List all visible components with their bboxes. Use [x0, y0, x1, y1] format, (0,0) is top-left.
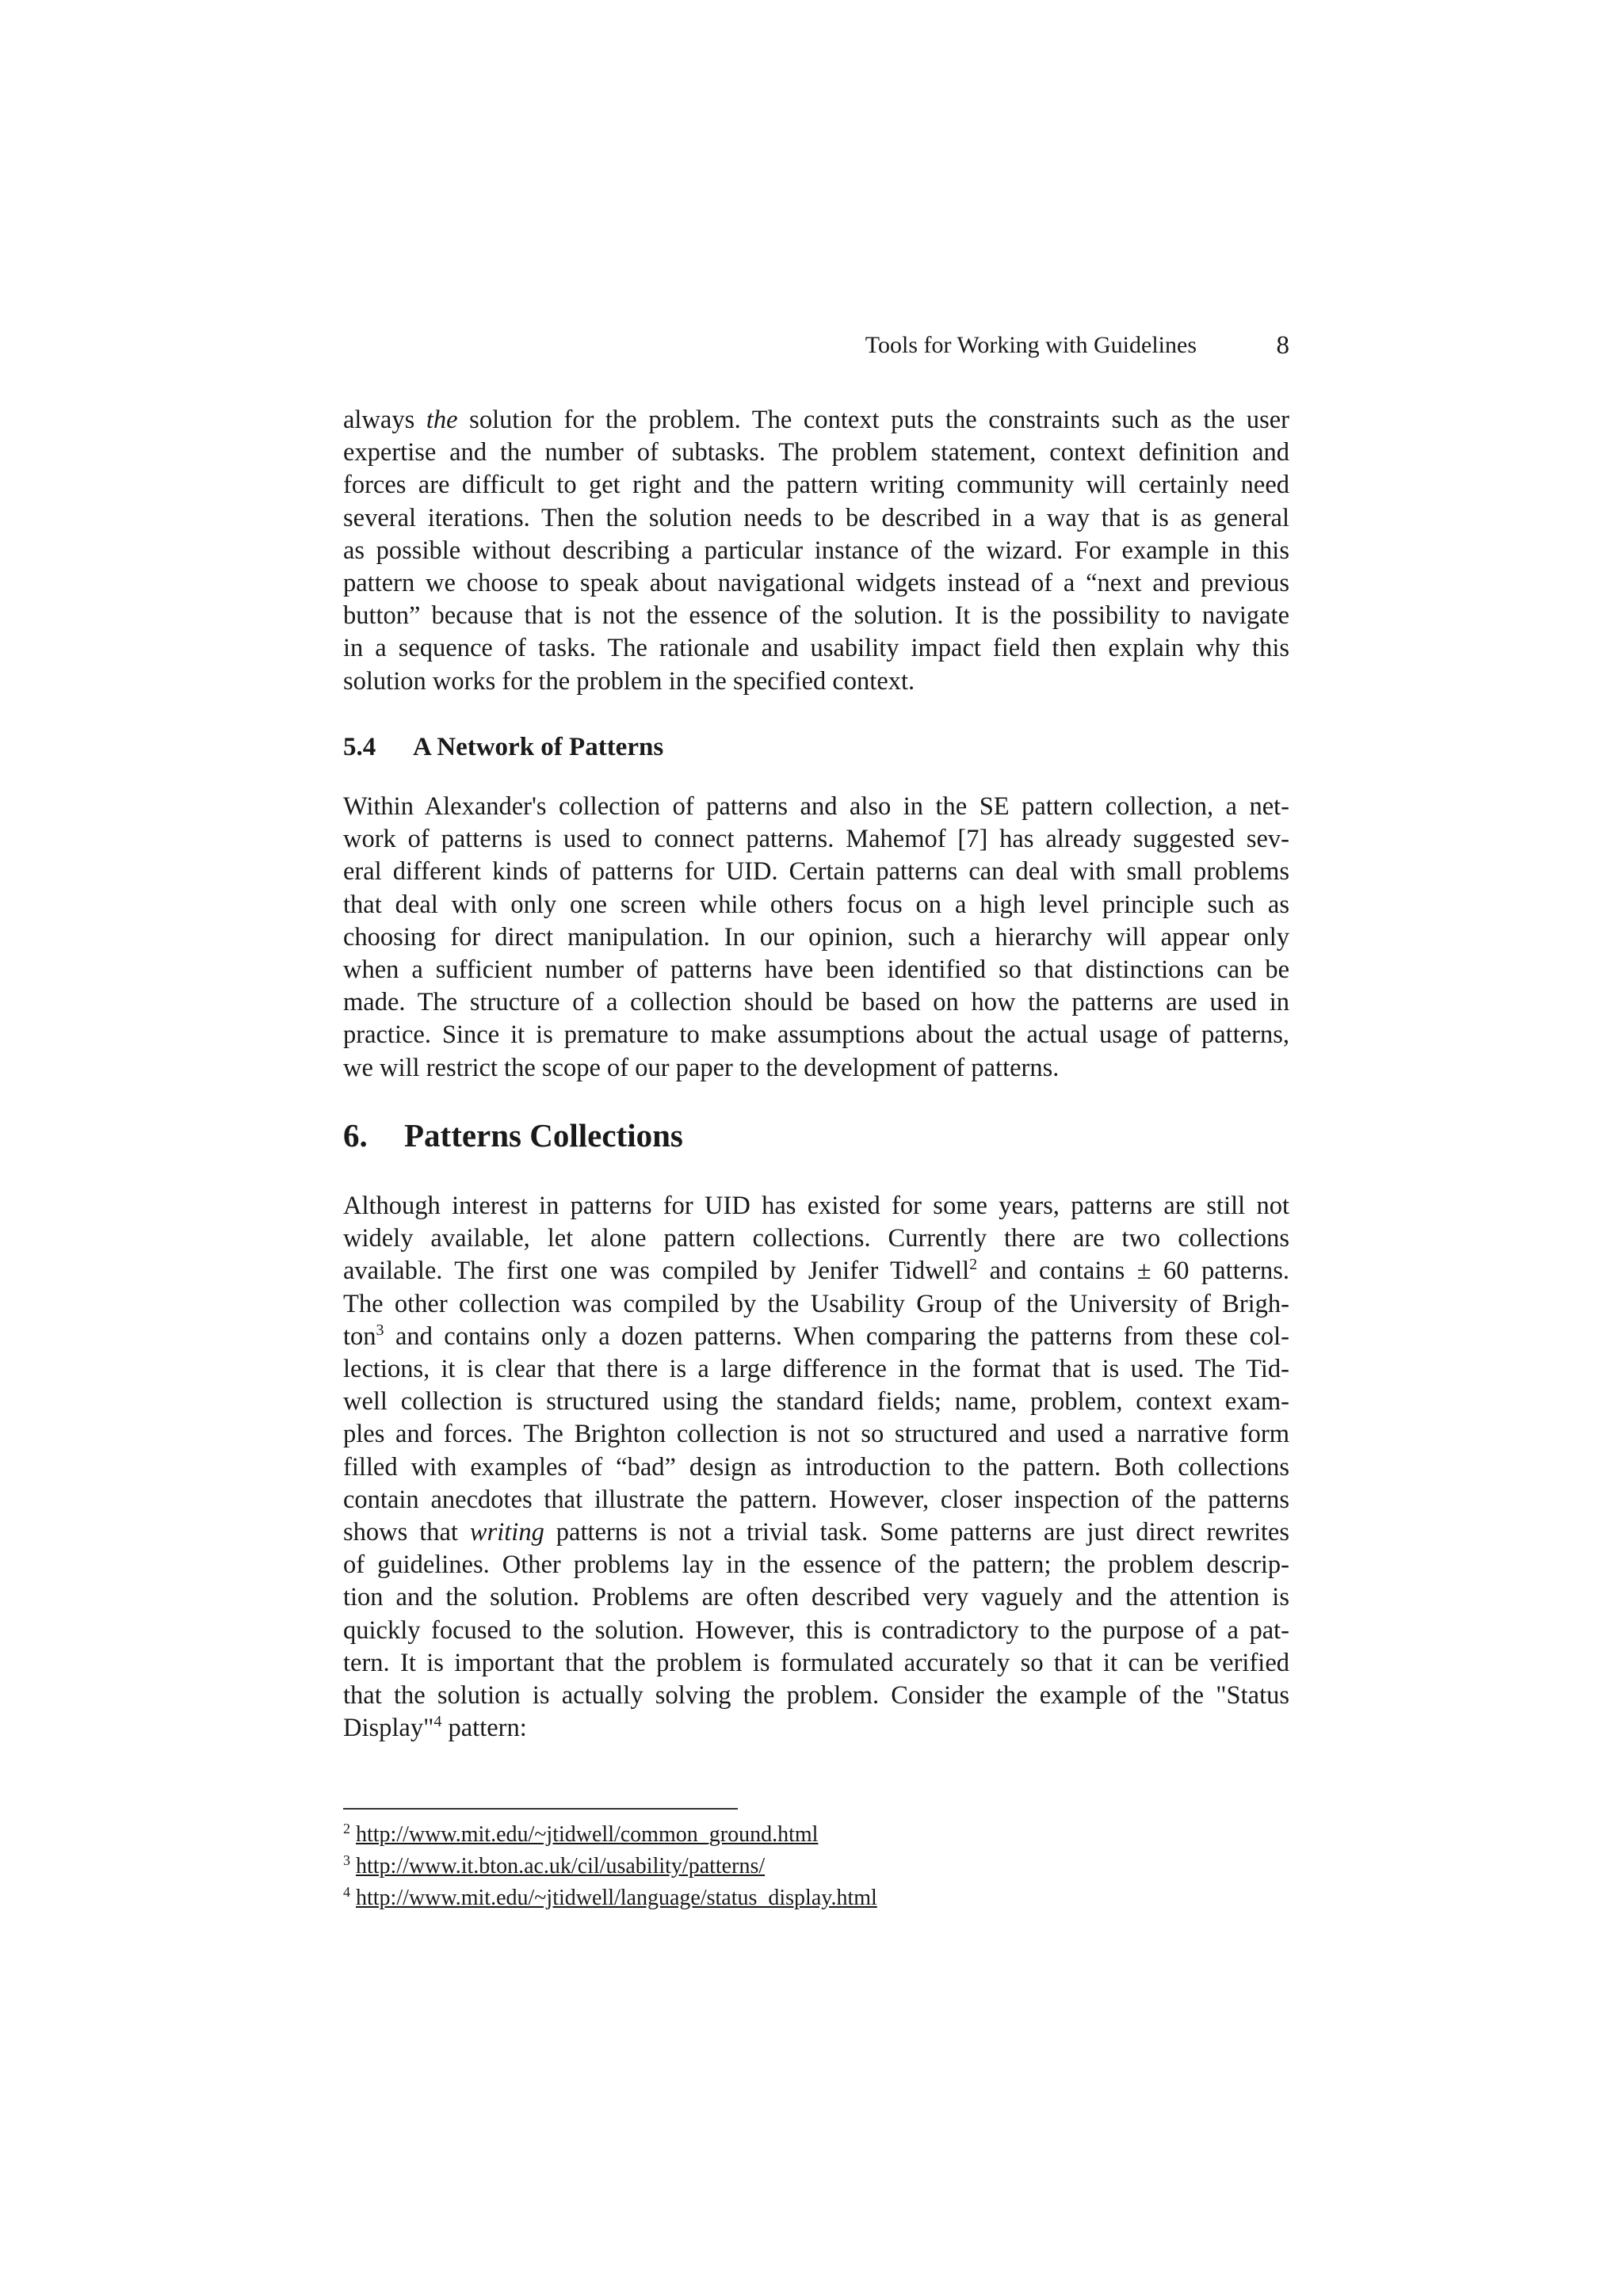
footnote-link[interactable]: http://www.it.bton.ac.uk/cil/usability/patterns/: [356, 1854, 766, 1878]
text-line: expertise and the number of subtasks. The problem statement, context definition and: [343, 438, 1289, 467]
footnote-rule: [343, 1808, 738, 1810]
footnote-ref[interactable]: 2: [969, 1256, 978, 1274]
text-line: choosing for direct manipulation. In our opinion, such a hierarchy will appear only: [343, 922, 1289, 952]
footnote-3: [343, 1851, 877, 1882]
text-line: in a sequence of tasks. The rationale and usability impact field then explain why this: [343, 634, 1289, 663]
paragraph-patterns-collections: [343, 1190, 1289, 1745]
text-line: when a sufficient number of patterns have been identified so that distinctions can be: [343, 955, 1289, 985]
text-line: tion and the solution. Problems are often described very vaguely and the attention is: [343, 1583, 1289, 1612]
emphasis: the: [426, 406, 458, 434]
emphasis: writing: [469, 1518, 544, 1547]
text-line: made. The structure of a collection should be based on how the patterns are used in: [343, 988, 1289, 1017]
text-line: forces are difficult to get right and the pattern writing community will certainly need: [343, 471, 1289, 500]
footnote-2: [343, 1819, 877, 1851]
footnote-link[interactable]: http://www.mit.edu/~jtidwell/common_ground.html: [356, 1822, 819, 1847]
footnote-4: [343, 1882, 877, 1914]
section-5-4-heading: [343, 730, 663, 764]
text-line: ton$^3$ and contains only a dozen patterns. When comparing the patterns from these col-: [343, 1321, 1289, 1351]
paragraph-lines: [343, 791, 1289, 1085]
text-line: button” because that is not the essence of the solution. It is the possibility to navigate: [343, 601, 1289, 631]
text-line: The other collection was compiled by the Usability Group of the University of Brigh-: [343, 1289, 1289, 1318]
paragraph-network-of-patterns: [343, 791, 1289, 1085]
section-number: 5.4: [343, 733, 376, 761]
text-line: well collection is structured using the standard fields; name, problem, context exam-: [343, 1387, 1289, 1417]
text-line: filled with examples of “bad” design as introduction to the pattern. Both collections: [343, 1452, 1289, 1482]
page-number: 8: [1276, 331, 1289, 360]
text-line: we will restrict the scope of our paper to the development of patterns.: [343, 1053, 1060, 1082]
text-line: contain anecdotes that illustrate the pattern. However, closer inspection of the patterns: [343, 1485, 1289, 1514]
text-line: Display"$^4$ pattern:: [343, 1713, 527, 1743]
running-header: [343, 330, 1289, 361]
section-number: 6.: [343, 1117, 368, 1154]
paragraph-lines: [343, 404, 1289, 698]
paragraph-intro: [343, 404, 1289, 698]
text-line: lections, it is clear that there is a large difference in the format that is used. The Tid-: [343, 1355, 1289, 1384]
footnote-mark: 3: [343, 1852, 350, 1868]
text-line: ples and forces. The Brighton collection is not so structured and used a narrative form: [343, 1420, 1289, 1449]
text-line: shows that writing patterns is not a trivial task. Some patterns are just direct rewrites: [343, 1518, 1289, 1547]
footnote-ref[interactable]: 3: [376, 1321, 384, 1339]
footnote-link[interactable]: http://www.mit.edu/~jtidwell/language/status_display.html: [356, 1886, 877, 1910]
text-line: pattern we choose to speak about navigational widgets instead of a “next and previous: [343, 569, 1289, 598]
text-line: quickly focused to the solution. However, this is contradictory to the purpose of a pat-: [343, 1615, 1289, 1645]
text-line: of guidelines. Other problems lay in the essence of the pattern; the problem descrip-: [343, 1550, 1289, 1580]
text-line: practice. Since it is premature to make assumptions about the actual usage of patterns,: [343, 1020, 1289, 1050]
text-line: that the solution is actually solving the problem. Consider the example of the "Status: [343, 1681, 1289, 1711]
footnote-ref[interactable]: 4: [433, 1713, 442, 1731]
footnote-mark: 4: [343, 1884, 350, 1900]
section-6-heading: [343, 1116, 683, 1155]
footnotes: [343, 1819, 877, 1914]
text-line: Although interest in patterns for UID has existed for some years, patterns are still not: [343, 1192, 1289, 1220]
text-line: available. The first one was compiled by Jenifer Tidwell$^2$ and contains ± 60 patterns.: [343, 1256, 1289, 1286]
text-line: eral different kinds of patterns for UID. Certain patterns can deal with small problems: [343, 857, 1289, 887]
running-title: Tools for Working with Guidelines: [865, 332, 1197, 358]
text-line: that deal with only one screen while others focus on a high level principle such as: [343, 890, 1289, 919]
text-line: widely available, let alone pattern collections. Currently there are two collections: [343, 1224, 1289, 1253]
text-line: Within Alexander's collection of patterns and also in the SE pattern collection, a net-: [343, 792, 1289, 821]
text-line: several iterations. Then the solution needs to be described in a way that is as general: [343, 503, 1289, 532]
section-title: Patterns Collections: [404, 1117, 683, 1154]
text-line: tern. It is important that the problem is formulated accurately so that it can be verified: [343, 1648, 1289, 1677]
paragraph-lines: [343, 1190, 1289, 1745]
section-title: A Network of Patterns: [413, 733, 664, 761]
text-line: solution works for the problem in the specified context.: [343, 666, 915, 696]
footnote-mark: 2: [343, 1821, 350, 1836]
text-line: work of patterns is used to connect patterns. Mahemof [7] has already suggested sev-: [343, 825, 1289, 854]
text-line: always the solution for the problem. The context puts the constraints such as the user: [343, 406, 1289, 434]
text-line: as possible without describing a particular instance of the wizard. For example in this: [343, 536, 1289, 565]
